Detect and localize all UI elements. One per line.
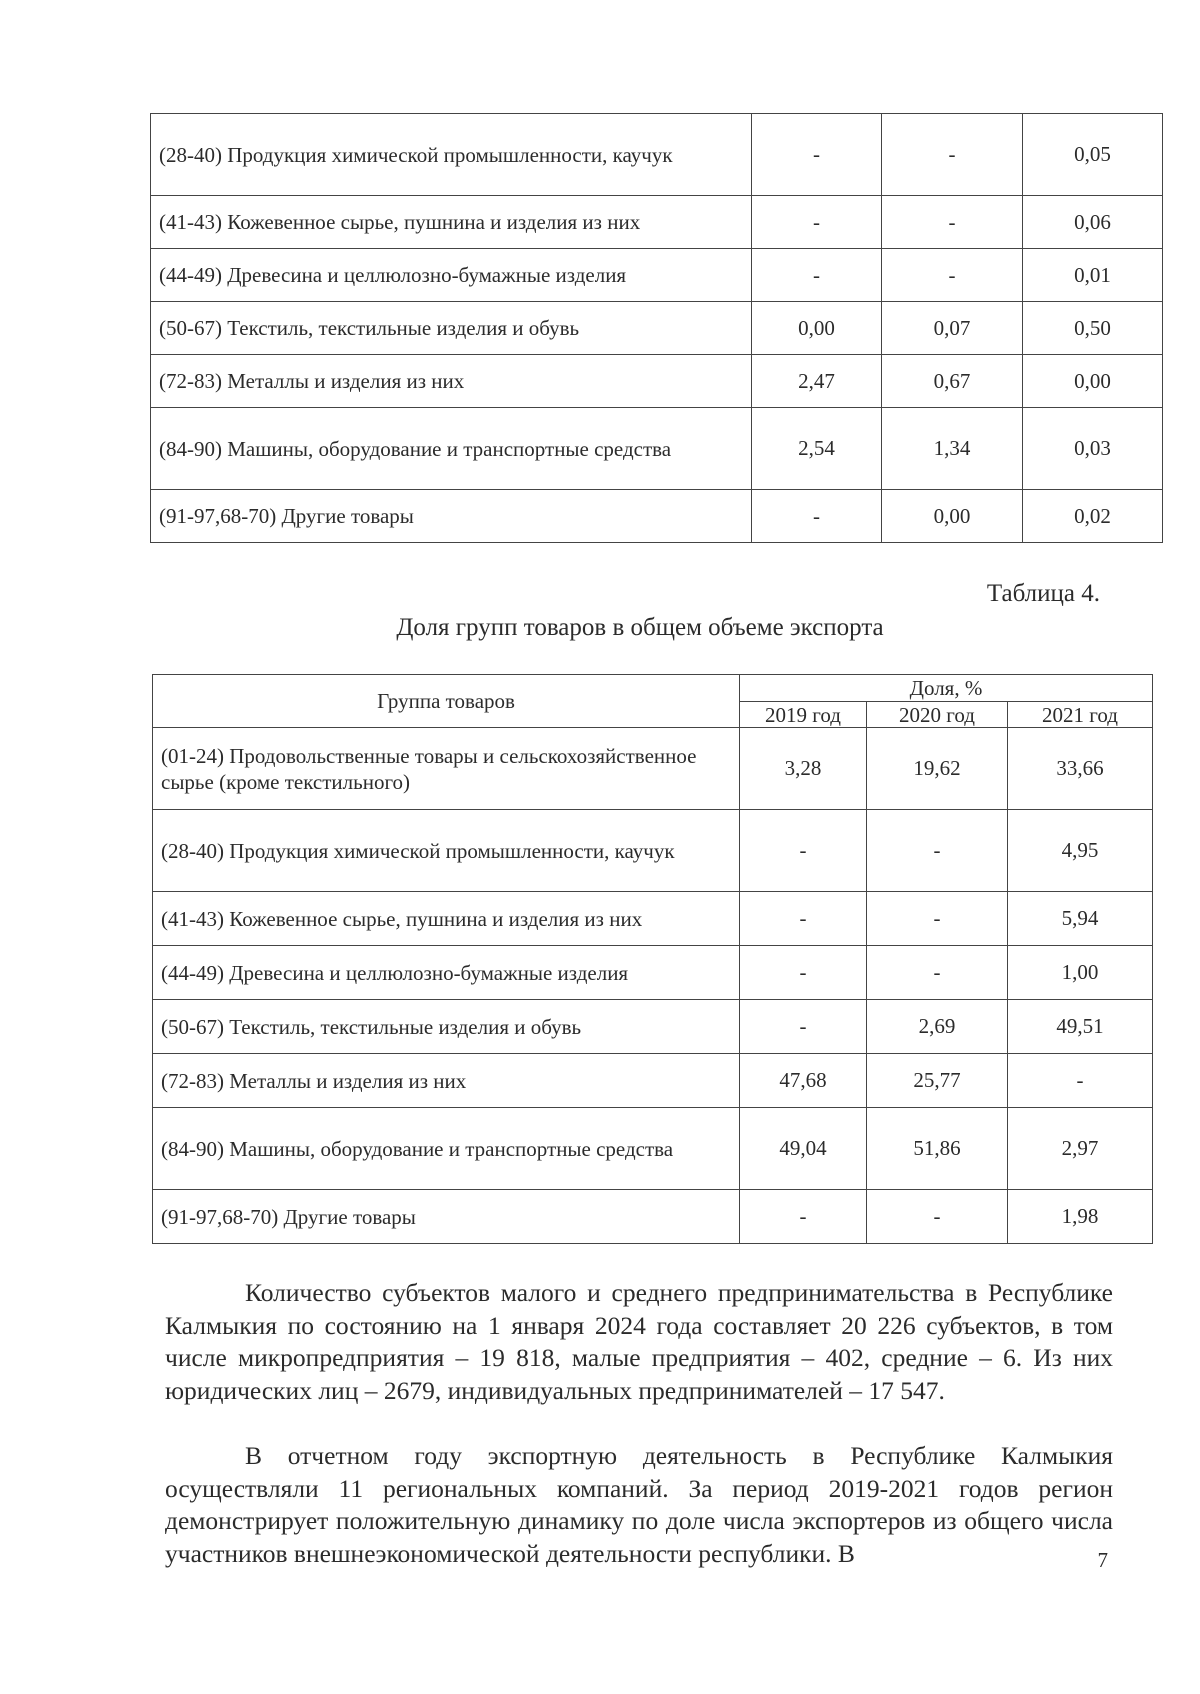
value-2020: 1,34: [882, 408, 1023, 490]
table-row: [153, 1190, 1153, 1244]
page-number: 7: [1097, 1548, 1108, 1572]
value-2020: -: [867, 892, 1008, 946]
table-row: [151, 408, 1163, 490]
table-title: Доля групп товаров в общем объеме экспорта: [396, 614, 884, 641]
value-2019: 2,47: [752, 355, 882, 408]
value-2019: -: [740, 892, 867, 946]
value-2021: 0,06: [1023, 196, 1163, 249]
paragraph-sme-count: Количество субъектов малого и среднего предпринимательства в Республике Калмыкия по состоянию на 1 января 2024 года составляет 20 226 субъектов, в том числе микропредприятия – 19 818, малые предприятия – 402, средние – 6. Из них юридических лиц – 2679, индивидуальных предпринимателей – 17 547.: [165, 1278, 1113, 1405]
value-2020: 51,86: [867, 1108, 1008, 1190]
header-year-2021: 2021 год: [1008, 702, 1153, 728]
header-share: Доля, %: [740, 675, 1153, 702]
value-2021: 1,00: [1008, 946, 1153, 1000]
value-2020: -: [882, 249, 1023, 302]
table-row: [153, 728, 1153, 810]
value-2019: 2,54: [752, 408, 882, 490]
row-name: (50-67) Текстиль, текстильные изделия и обувь: [153, 1000, 740, 1054]
value-2019: -: [740, 1190, 867, 1244]
table-row: [151, 490, 1163, 543]
header-row: [153, 675, 1153, 702]
value-2020: -: [867, 810, 1008, 892]
value-2020: -: [882, 114, 1023, 196]
table-row: [153, 1108, 1153, 1190]
value-2019: -: [740, 1000, 867, 1054]
table-row: [153, 892, 1153, 946]
value-2019: -: [752, 249, 882, 302]
value-2019: -: [752, 114, 882, 196]
table-row: [153, 810, 1153, 892]
value-2021: 1,98: [1008, 1190, 1153, 1244]
value-2020: 0,00: [882, 490, 1023, 543]
table-continued: [150, 113, 1163, 543]
value-2020: 0,67: [882, 355, 1023, 408]
value-2021: 5,94: [1008, 892, 1153, 946]
value-2020: -: [882, 196, 1023, 249]
row-name: (91-97,68-70) Другие товары: [153, 1190, 740, 1244]
table-row: [153, 1000, 1153, 1054]
row-name: (01-24) Продовольственные товары и сельскохозяйственное сырье (кроме текстильного): [153, 728, 740, 810]
row-name: (44-49) Древесина и целлюлозно-бумажные изделия: [151, 249, 752, 302]
table-row: [153, 1054, 1153, 1108]
value-2021: 33,66: [1008, 728, 1153, 810]
row-name: (84-90) Машины, оборудование и транспортные средства: [151, 408, 752, 490]
export-share-table: [152, 674, 1153, 1244]
value-2019: -: [752, 196, 882, 249]
value-2019: 0,00: [752, 302, 882, 355]
paragraph-exporters: В отчетном году экспортную деятельность в Республике Калмыкия осуществляли 11 региональных компаний. За период 2019-2021 годов регион демонстрирует положительную динамику по доле числа экспортеров из общего числа участников внешнеэкономической деятельности республики. В: [165, 1441, 1113, 1568]
row-name: (72-83) Металлы и изделия из них: [151, 355, 752, 408]
table-label: Таблица 4.: [986, 580, 1100, 607]
value-2021: 0,50: [1023, 302, 1163, 355]
value-2020: 19,62: [867, 728, 1008, 810]
row-name: (91-97,68-70) Другие товары: [151, 490, 752, 543]
table-row: [153, 946, 1153, 1000]
row-name: (28-40) Продукция химической промышленности, каучук: [153, 810, 740, 892]
header-year-2019: 2019 год: [740, 702, 867, 728]
table-row: [151, 249, 1163, 302]
table-row: [151, 196, 1163, 249]
value-2021: 4,95: [1008, 810, 1153, 892]
value-2021: 0,00: [1023, 355, 1163, 408]
value-2019: 47,68: [740, 1054, 867, 1108]
table-row: [151, 302, 1163, 355]
value-2021: 2,97: [1008, 1108, 1153, 1190]
value-2021: 0,02: [1023, 490, 1163, 543]
value-2021: 49,51: [1008, 1000, 1153, 1054]
row-name: (44-49) Древесина и целлюлозно-бумажные изделия: [153, 946, 740, 1000]
value-2021: 0,01: [1023, 249, 1163, 302]
header-group: Группа товаров: [153, 675, 740, 728]
header-year-2020: 2020 год: [867, 702, 1008, 728]
value-2019: -: [740, 946, 867, 1000]
value-2021: 0,03: [1023, 408, 1163, 490]
value-2019: -: [740, 810, 867, 892]
table-row: [151, 114, 1163, 196]
row-name: (28-40) Продукция химической промышленности, каучук: [151, 114, 752, 196]
row-name: (84-90) Машины, оборудование и транспортные средства: [153, 1108, 740, 1190]
value-2019: 3,28: [740, 728, 867, 810]
value-2020: -: [867, 1190, 1008, 1244]
value-2021: 0,05: [1023, 114, 1163, 196]
value-2020: -: [867, 946, 1008, 1000]
value-2020: 2,69: [867, 1000, 1008, 1054]
value-2021: -: [1008, 1054, 1153, 1108]
row-name: (72-83) Металлы и изделия из них: [153, 1054, 740, 1108]
value-2020: 25,77: [867, 1054, 1008, 1108]
table-row: [151, 355, 1163, 408]
row-name: (50-67) Текстиль, текстильные изделия и обувь: [151, 302, 752, 355]
row-name: (41-43) Кожевенное сырье, пушнина и изделия из них: [153, 892, 740, 946]
value-2019: 49,04: [740, 1108, 867, 1190]
value-2020: 0,07: [882, 302, 1023, 355]
row-name: (41-43) Кожевенное сырье, пушнина и изделия из них: [151, 196, 752, 249]
value-2019: -: [752, 490, 882, 543]
